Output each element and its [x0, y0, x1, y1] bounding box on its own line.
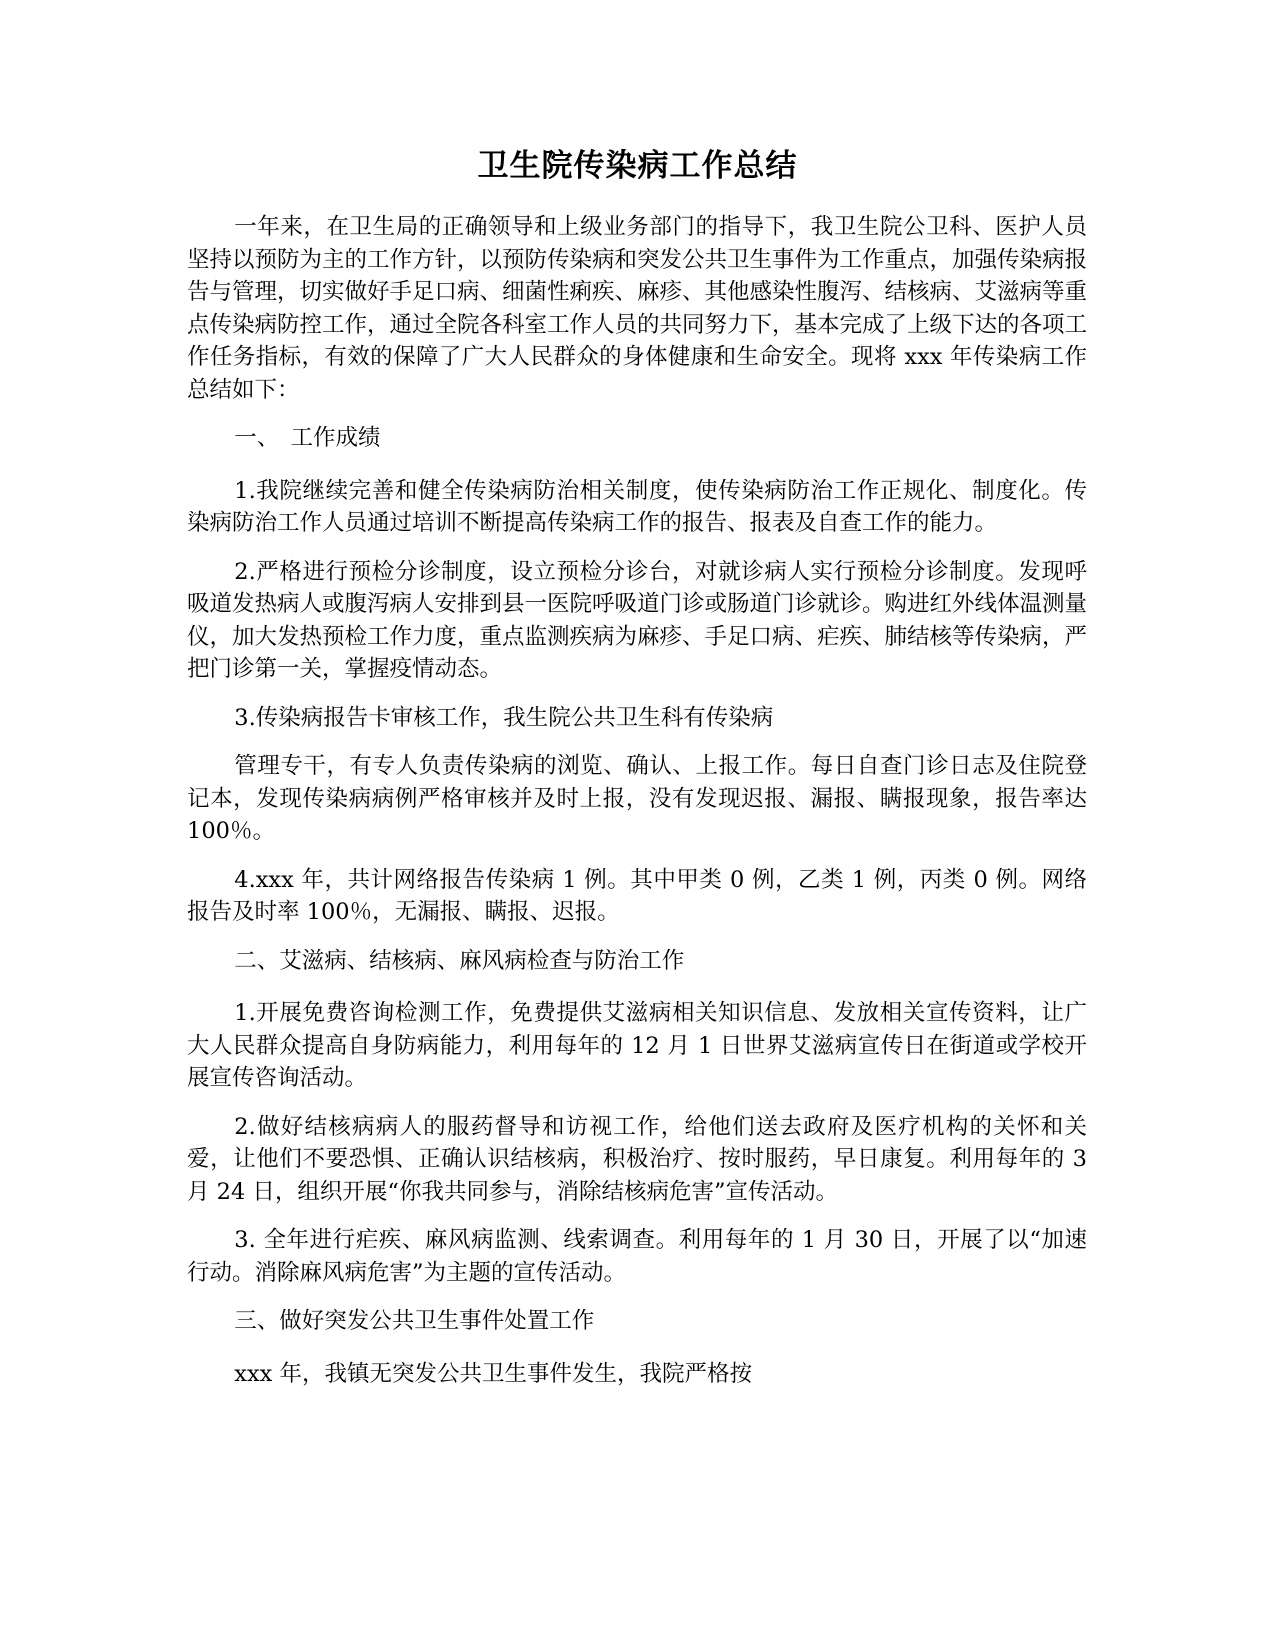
- section-heading-achievements: 一、 工作成绩: [234, 425, 381, 451]
- intro-paragraph: 一年来，在卫生局的正确领导和上级业务部门的指导下，我卫生院公卫科、医护人员坚持以预防为主的工作方针，以预防传染病和突发公共卫生事件为工作重点，加强传染病报告与管理，切实做好手足口病、细菌性痢疾、麻疹、其他感染性腹泻、结核病、艾滋病等重点传染病防控工作，通过全院各科室工作人员的共同努力下，基本完成了上级下达的各项工作任务指标，有效的保障了广大人民群众的身体健康和生命安全。现将 xxx 年传染病工作总结如下：: [187, 214, 1088, 403]
- paragraph-tb-2: 2.做好结核病病人的服药督导和访视工作，给他们送去政府及医疗机构的关怀和关爱，让他们不要恐惧、正确认识结核病，积极治疗、按时服药，早日康复。利用每年的 3 月 24 日，组织开展“你我共同参与，消除结核病危害”宣传活动。: [187, 1113, 1087, 1205]
- section-heading-aids-tb-leprosy: 二、艾滋病、结核病、麻风病检查与防治工作: [234, 947, 685, 974]
- paragraph-item-3-continued: 管理专干，有专人负责传染病的浏览、确认、上报工作。每日自查门诊日志及住院登记本，发现传染病病例严格审核并及时上报，没有发现迟报、漏报、瞒报现象，报告率达 100％。: [187, 753, 1087, 844]
- document-title: 卫生院传染病工作总结: [477, 148, 798, 184]
- paragraph-item-2: 2.严格进行预检分诊制度，设立预检分诊台，对就诊病人实行预检分诊制度。发现呼吸道发热病人或腹泻病人安排到县一医院呼吸道门诊或肠道门诊就诊。购进红外线体温测量仪，加大发热预检工作力度，重点监测疾病为麻疹、手足口病、疟疾、肺结核等传染病，严把门诊第一关，掌握疫情动态。: [187, 558, 1088, 682]
- paragraph-item-1: 1.我院继续完善和健全传染病防治相关制度，使传染病防治工作正规化、制度化。传染病防治工作人员通过培训不断提高传染病工作的报告、报表及自查工作的能力。: [187, 477, 1087, 536]
- paragraph-emergency: xxx 年，我镇无突发公共卫生事件发生，我院严格按: [234, 1360, 752, 1387]
- paragraph-leprosy-3: 3. 全年进行疟疾、麻风病监测、线索调查。利用每年的 1 月 30 日，开展了以“加速行动。消除麻风病危害”为主题的宣传活动。: [187, 1227, 1087, 1286]
- document-body: [187, 211, 1087, 1406]
- paragraph-item-3: 3.传染病报告卡审核工作，我生院公共卫生科有传染病: [234, 704, 774, 731]
- paragraph-item-4: 4.xxx 年，共计网络报告传染病 1 例。其中甲类 0 例，乙类 1 例，丙类 0 例。网络报告及时率 100％，无漏报、瞒报、迟报。: [187, 866, 1087, 925]
- paragraph-aids-1: 1.开展免费咨询检测工作，免费提供艾滋病相关知识信息、发放相关宣传资料，让广大人民群众提高自身防病能力，利用每年的 12 月 1 日世界艾滋病宣传日在街道或学校开展宣传咨询活动。: [187, 1000, 1087, 1091]
- section-heading-emergency: 三、做好突发公共卫生事件处置工作: [234, 1308, 595, 1334]
